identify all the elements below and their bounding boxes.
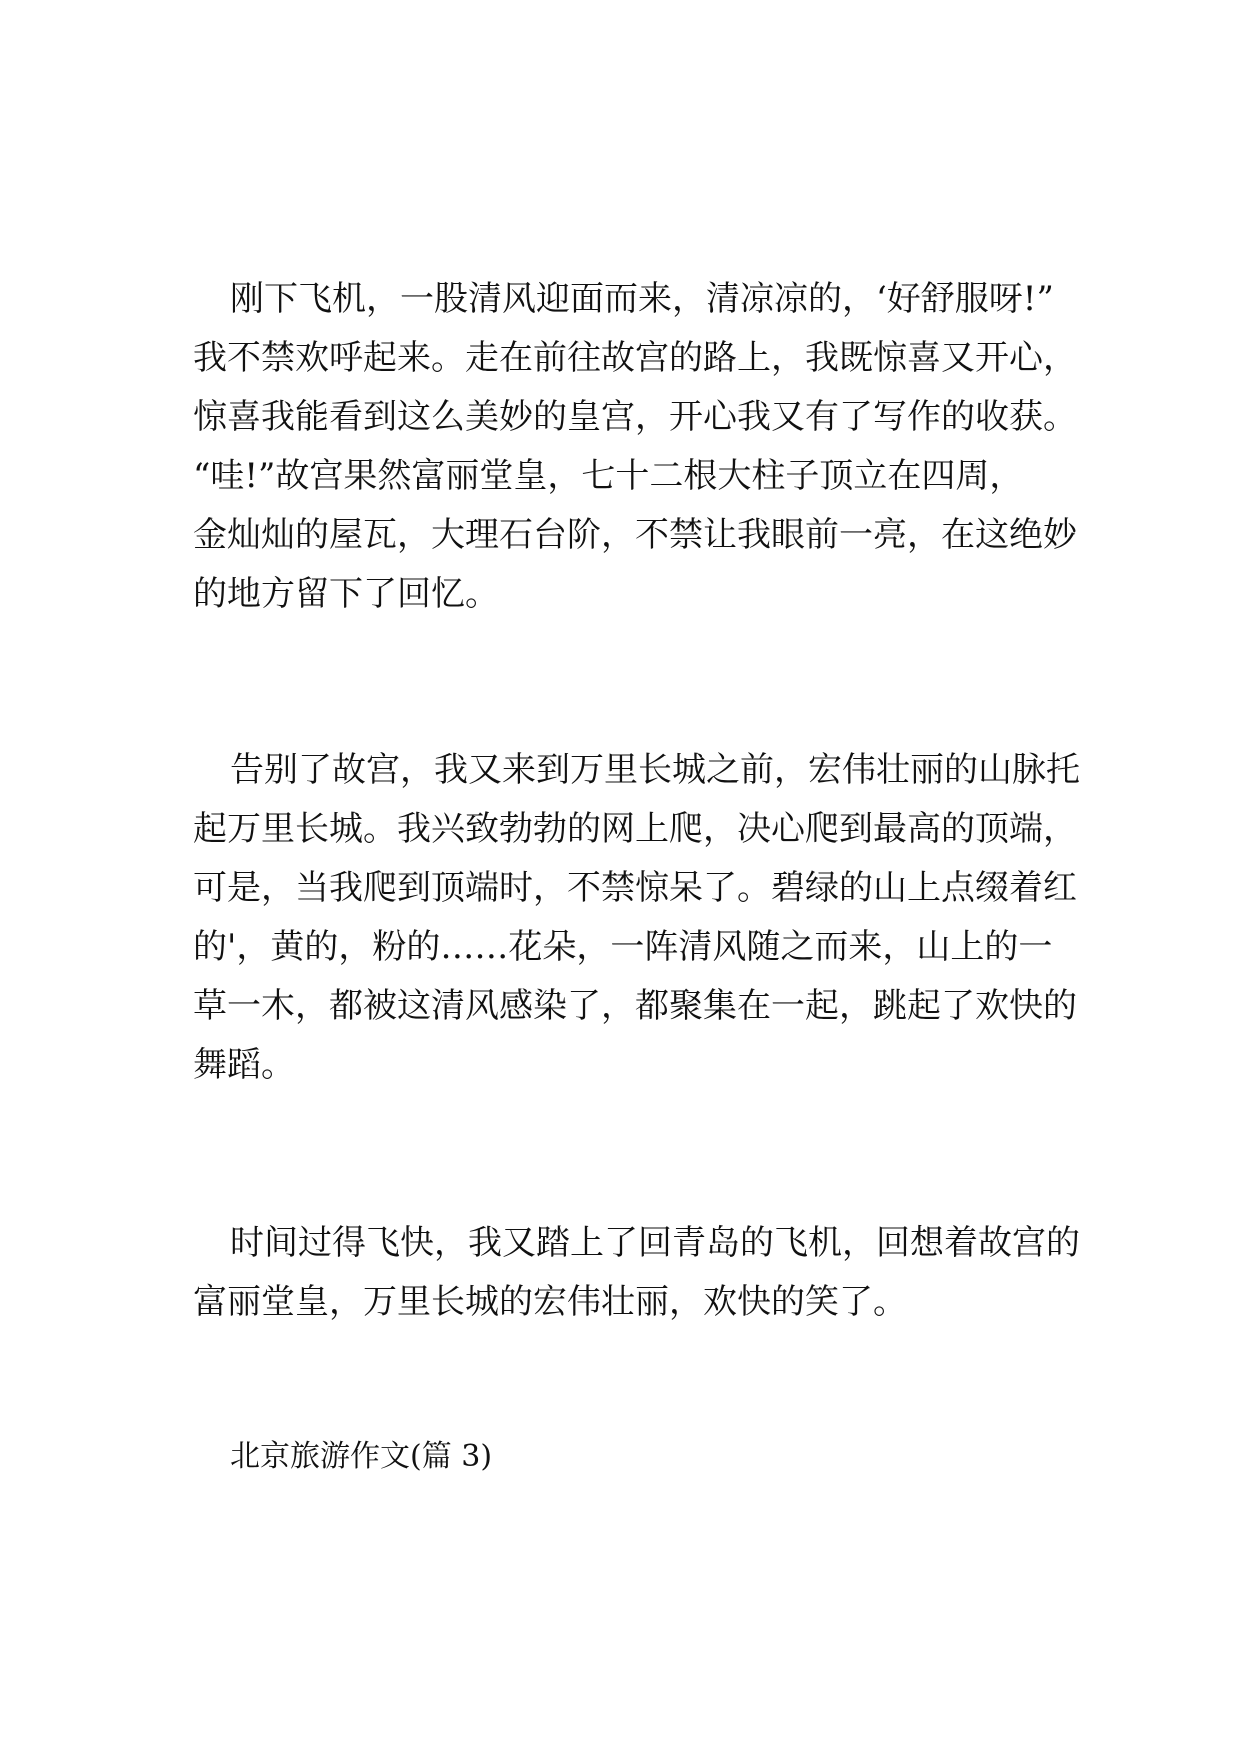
paragraph-line: 我不禁欢呼起来。走在前往故宫的路上，我既惊喜又开心， [193, 338, 1077, 378]
paragraph-line: 金灿灿的屋瓦，大理石台阶，不禁让我眼前一亮，在这绝妙 [193, 515, 1077, 555]
section-heading: 北京旅游作文(篇 3) [230, 1439, 493, 1474]
paragraph-line: 舞蹈。 [193, 1045, 295, 1085]
paragraph-line: 刚下飞机，一股清风迎面而来，清凉凉的，‘好舒服呀!” [230, 279, 1054, 319]
paragraph-line: 的地方留下了回忆。 [193, 574, 499, 614]
paragraph-line: 惊喜我能看到这么美妙的皇宫，开心我又有了写作的收获。 [193, 397, 1077, 437]
paragraph-1 [193, 270, 1077, 624]
paragraph-line: 的'，黄的，粉的……花朵，一阵清风随之而来，山上的一 [193, 927, 1053, 967]
paragraph-line: “哇!”故宫果然富丽堂皇，七十二根大柱子顶立在四周， [193, 456, 1024, 496]
paragraph-2 [193, 741, 1080, 1095]
paragraph-line: 起万里长城。我兴致勃勃的网上爬，决心爬到最高的顶端， [193, 809, 1077, 849]
paragraph-line: 草一木，都被这清风感染了，都聚集在一起，跳起了欢快的 [193, 986, 1077, 1026]
paragraph-line: 告别了故宫，我又来到万里长城之前，宏伟壮丽的山脉托 [230, 750, 1080, 790]
paragraph-line: 富丽堂皇，万里长城的宏伟壮丽，欢快的笑了。 [193, 1282, 907, 1322]
paragraph-line: 可是，当我爬到顶端时，不禁惊呆了。碧绿的山上点缀着红 [193, 868, 1077, 908]
paragraph-3 [193, 1214, 1080, 1332]
paragraph-line: 时间过得飞快，我又踏上了回青岛的飞机，回想着故宫的 [230, 1223, 1080, 1263]
